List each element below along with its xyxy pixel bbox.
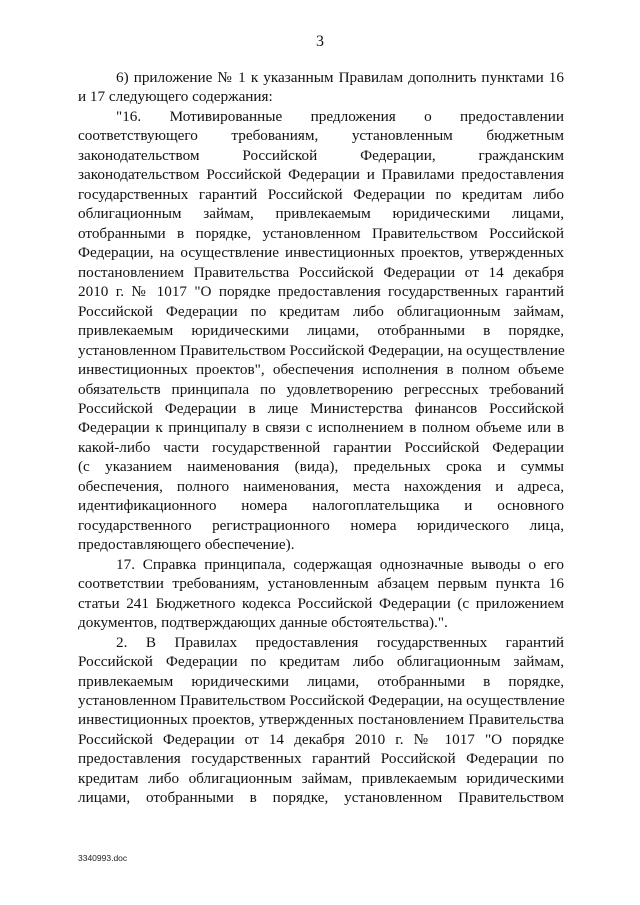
text-line: отобранными в порядке, установленном Правительством Российской — [78, 224, 564, 242]
text-line: установленном Правительством Российской Федерации, на осуществление — [78, 341, 565, 359]
text-line: Федерации к принципалу в связи с исполнением в полном объеме или в — [78, 419, 564, 437]
text-line: (с указанием наименования (вида), предельных срока и суммы — [78, 458, 564, 476]
text-line: привлекаемым юридическими лицами, отобранными в порядке, — [78, 322, 564, 340]
text-line: Российской Федерации в лице Министерства финансов Российской — [78, 399, 564, 417]
text-line: статьи 241 Бюджетного кодекса Российской Федерации (с приложением — [78, 594, 564, 612]
footer-filename: 3340993.doc — [78, 853, 128, 863]
text-line: государственного регистрационного номера юридического лица, — [78, 516, 564, 534]
text-line: 2. В Правилах предоставления государственных гарантий — [116, 633, 564, 651]
text-line: "16. Мотивированные предложения о предоставлении — [116, 107, 564, 125]
text-line: идентификационного номера налогоплательщика и основного — [78, 497, 564, 515]
text-line: и 17 следующего содержания: — [78, 88, 273, 106]
text-line: 17. Справка принципала, содержащая однозначные выводы о его — [116, 555, 564, 573]
text-line: кредитам либо облигационным займам, привлекаемым юридическими — [78, 769, 564, 787]
text-line: предоставления государственных гарантий Российской Федерации по — [78, 750, 564, 768]
text-line: соответствующего требованиям, установленным бюджетным — [78, 127, 564, 145]
text-line: Российской Федерации по кредитам либо облигационным займам, — [78, 302, 564, 320]
text-line: лицами, отобранными в порядке, установленном Правительством — [78, 789, 564, 807]
document-body — [78, 68, 564, 808]
text-line: соответствии требованиям, установленным абзацем первым пункта 16 — [78, 575, 564, 593]
text-line: облигационным займам, привлекаемым юридическими лицами, — [78, 205, 564, 223]
text-line: постановлением Правительства Российской Федерации от 14 декабря — [78, 263, 564, 281]
page-number: 3 — [316, 33, 324, 50]
text-line: законодательством Российской Федерации и Правилами предоставления — [78, 166, 564, 184]
text-line: 6) приложение № 1 к указанным Правилам дополнить пунктами 16 — [116, 69, 564, 86]
text-line: Федерации, на осуществление инвестиционных проектов, утвержденных — [78, 244, 564, 262]
text-line: привлекаемым юридическими лицами, отобранными в порядке, — [78, 672, 564, 690]
text-line: Российской Федерации по кредитам либо облигационным займам, — [78, 653, 564, 671]
text-line: государственных гарантий Российской Федерации по кредитам либо — [78, 185, 564, 203]
text-line: обязательств принципала по удовлетворению регрессных требований — [78, 380, 564, 398]
text-line: инвестиционных проектов, утвержденных постановлением Правительства — [78, 711, 564, 729]
text-line: инвестиционных проектов", обеспечения исполнения в полном объеме — [78, 361, 564, 379]
text-line: обеспечения, полного наименования, места нахождения и адреса, — [78, 477, 564, 495]
text-line: установленном Правительством Российской Федерации, на осуществление — [78, 692, 565, 709]
text-line: предоставляющего обеспечение). — [78, 536, 295, 554]
text-line: законодательством Российской Федерации, гражданским — [78, 146, 564, 164]
text-line: документов, подтверждающих данные обстоятельства).". — [78, 614, 448, 632]
text-line: 2010 г. № 1017 "О порядке предоставления государственных гарантий — [78, 283, 564, 301]
text-line: Российской Федерации от 14 декабря 2010 г. № 1017 "О порядке — [78, 730, 564, 748]
text-line: какой-либо части государственной гарантии Российской Федерации — [78, 438, 564, 456]
